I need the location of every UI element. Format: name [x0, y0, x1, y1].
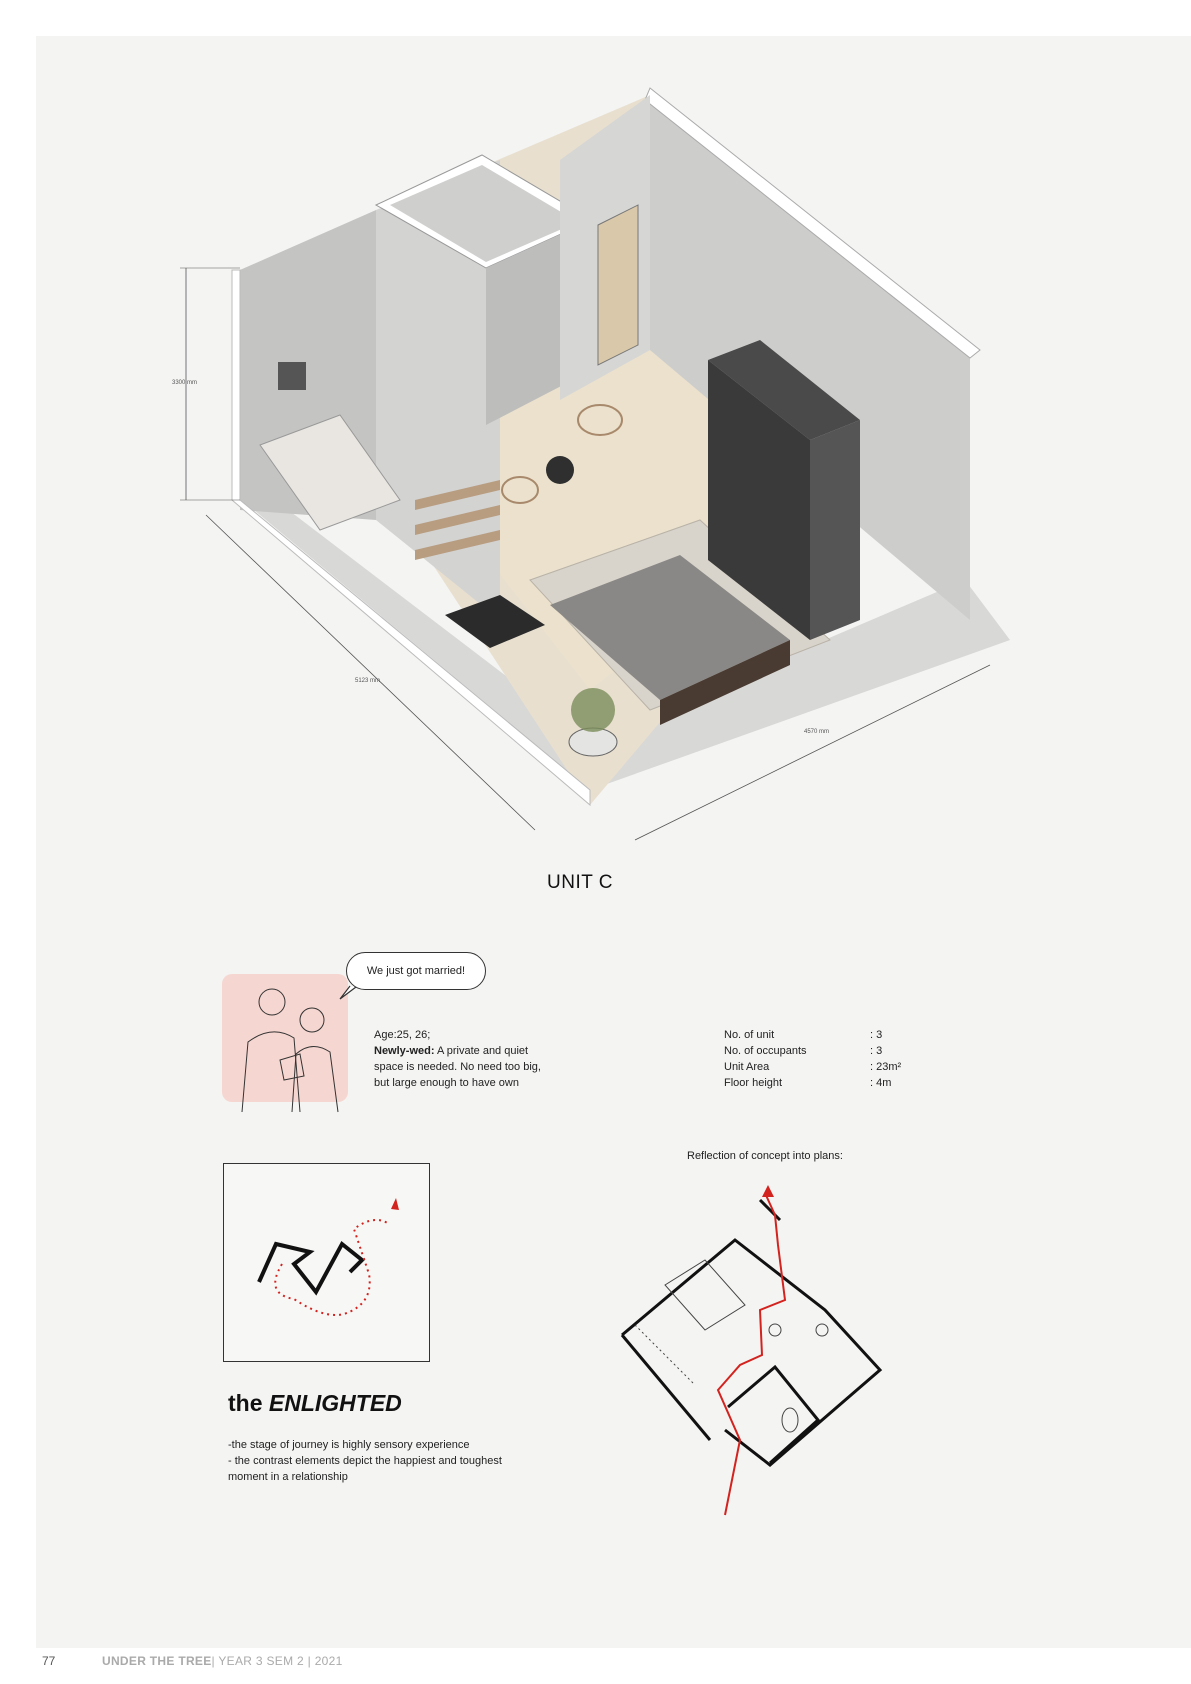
- page-number: 77: [42, 1654, 56, 1668]
- width-dimension-label: 4570 mm: [804, 729, 830, 735]
- stat-row: [724, 1027, 901, 1043]
- concept-title-prefix: the: [228, 1390, 269, 1416]
- height-dimension-label: 3300 mm: [172, 380, 198, 386]
- stat-value: : 23m²: [870, 1061, 902, 1073]
- plant-pot: [569, 728, 617, 756]
- unit-title: UNIT C: [547, 872, 613, 893]
- persona-desc-1: A private and quiet: [434, 1045, 529, 1057]
- concept-diagram: [223, 1163, 430, 1362]
- entrance-door: [598, 205, 638, 365]
- publication-name: UNDER THE TREE: [102, 1654, 212, 1668]
- plan-chair: [769, 1324, 781, 1336]
- side-table: [546, 456, 574, 484]
- stat-row: [724, 1043, 901, 1059]
- publication-issue: | YEAR 3 SEM 2 | 2021: [211, 1654, 343, 1668]
- concept-title: [228, 1390, 402, 1417]
- range-hood: [278, 362, 306, 390]
- wardrobe-side: [810, 420, 860, 640]
- plan-red-arrow: [762, 1185, 774, 1197]
- unit-stats: [724, 1027, 901, 1091]
- persona-description: [374, 1027, 584, 1091]
- reflection-caption: Reflection of concept into plans:: [687, 1150, 843, 1162]
- plan-hob: [816, 1324, 828, 1336]
- plan-outer-wall: [622, 1240, 880, 1465]
- concept-title-emphasis: ENLIGHTED: [268, 1390, 402, 1416]
- stat-value: : 3: [870, 1045, 883, 1057]
- stat-label: No. of unit: [724, 1029, 775, 1041]
- concept-line: - the contrast elements depict the happiest and toughest: [228, 1455, 502, 1467]
- floor-plan: [600, 1185, 960, 1525]
- concept-description: [228, 1437, 548, 1485]
- concept-line: -the stage of journey is highly sensory experience: [228, 1439, 470, 1451]
- plan-toilet: [782, 1408, 798, 1432]
- stat-row: [724, 1059, 901, 1075]
- concept-path-drawing: [224, 1164, 429, 1361]
- length-dimension-label: 5123 mm: [355, 678, 381, 684]
- stat-label: No. of occupants: [724, 1045, 807, 1057]
- persona-desc-2: space is needed. No need too big,: [374, 1061, 541, 1073]
- stat-row: [724, 1075, 901, 1091]
- concept-line: moment in a relationship: [228, 1471, 348, 1483]
- persona-tag: Newly-wed:: [374, 1045, 435, 1057]
- plan-left-wall: [622, 1335, 710, 1440]
- red-arrowhead: [391, 1198, 399, 1210]
- stat-value: : 3: [870, 1029, 883, 1041]
- plan-bed: [665, 1260, 745, 1330]
- plan-wardrobe: [635, 1325, 695, 1385]
- plant: [571, 688, 615, 732]
- stat-value: : 4m: [870, 1077, 892, 1089]
- speech-bubble: We just got married!: [346, 952, 486, 990]
- persona-age: Age:25, 26;: [374, 1029, 431, 1041]
- persona-background: [222, 974, 348, 1102]
- dotted-red-path: [275, 1220, 389, 1315]
- page-footer: [42, 1654, 343, 1668]
- persona-line: [374, 1043, 584, 1059]
- stat-label: Unit Area: [724, 1061, 770, 1073]
- plan-journey-line: [718, 1193, 785, 1515]
- journey-path: [259, 1244, 362, 1292]
- bathroom-wall: [728, 1367, 818, 1463]
- stat-label: Floor height: [724, 1077, 783, 1089]
- persona-desc-3: but large enough to have own: [374, 1077, 519, 1089]
